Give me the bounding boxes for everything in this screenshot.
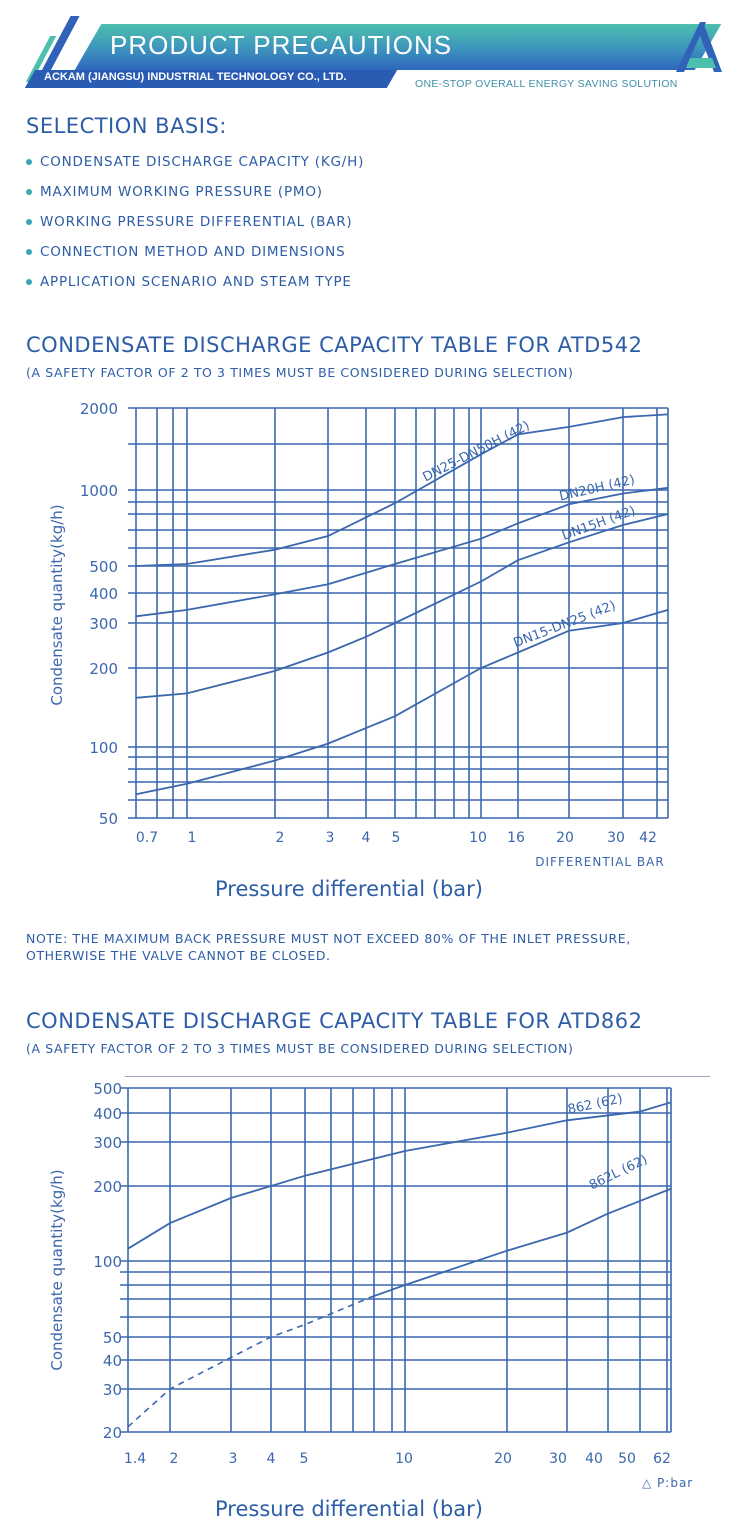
chart2-subtitle: (A SAFETY FACTOR OF 2 TO 3 TIMES MUST BE CONSIDERED DURING SELECTION) (26, 1041, 574, 1056)
chart1-ytick-label: 300 (89, 615, 118, 633)
company-name: ACKAM (JIANGSU) INDUSTRIAL TECHNOLOGY CO., LTD. (44, 71, 347, 83)
chart2-ytick-label: 400 (93, 1105, 122, 1123)
chart1-xlabel: Pressure differential (bar) (215, 877, 483, 901)
chart1-title: CONDENSATE DISCHARGE CAPACITY TABLE FOR ATD542 (26, 333, 643, 357)
chart2-series-line (370, 1189, 671, 1298)
chart2-xtick-label: 30 (549, 1451, 567, 1467)
tagline: ONE-STOP OVERALL ENERGY SAVING SOLUTION (415, 78, 678, 90)
chart2-ylabel: Condensate quantity(kg/h) (48, 1169, 66, 1371)
chart1-ytick-label: 500 (89, 558, 118, 576)
chart2-ytick-label: 50 (102, 1329, 122, 1347)
chart2-xtick-label: 3 (228, 1451, 238, 1467)
selection-item-label: CONDENSATE DISCHARGE CAPACITY (KG/H) (40, 154, 365, 170)
chart2-x-unit-label: △ P:bar (642, 1476, 694, 1490)
chart1-xtick-label: 5 (391, 830, 401, 846)
selection-heading: SELECTION BASIS: (26, 114, 227, 138)
chart1-series-label: DN15-DN25 (42) (511, 598, 618, 652)
chart2-xtick-label: 5 (299, 1451, 309, 1467)
chart2-series-label: 862 (62) (566, 1091, 625, 1118)
chart2-xlabel: Pressure differential (bar) (215, 1497, 483, 1521)
chart2-ytick-label: 30 (102, 1381, 122, 1399)
chart2-xtick-label: 40 (585, 1451, 603, 1467)
chart1-ytick-label: 1000 (79, 482, 118, 500)
selection-item-label: APPLICATION SCENARIO AND STEAM TYPE (40, 274, 352, 290)
chart1-series-line (136, 610, 668, 794)
chart1-xtick-label: 42 (639, 830, 657, 846)
chart2-series-line (128, 1102, 671, 1248)
chart1-xtick-label: 4 (361, 830, 371, 846)
chart1-xtick-label: 0.7 (135, 830, 159, 846)
chart1-series-line (136, 514, 668, 698)
chart2-xtick-label: 20 (494, 1451, 512, 1467)
chart2-ytick-label: 20 (102, 1424, 122, 1442)
chart1-ytick-label: 400 (89, 585, 118, 603)
chart1-subtitle: (A SAFETY FACTOR OF 2 TO 3 TIMES MUST BE CONSIDERED DURING SELECTION) (26, 365, 574, 380)
selection-item-label: WORKING PRESSURE DIFFERENTIAL (BAR) (40, 214, 353, 230)
chart1-xtick-label: 1 (187, 830, 197, 846)
chart1-series-line (136, 488, 668, 617)
chart2-xtick-label: 10 (395, 1451, 413, 1467)
chart2-xtick-label: 4 (266, 1451, 276, 1467)
chart1-ytick-label: 200 (89, 660, 118, 678)
chart1-xtick-label: 20 (556, 830, 574, 846)
chart2-title: CONDENSATE DISCHARGE CAPACITY TABLE FOR ATD862 (26, 1009, 643, 1033)
chart1-xtick-label: 3 (325, 830, 335, 846)
chart2-series-label: 862L (62) (586, 1152, 651, 1194)
chart2-xtick-label: 2 (169, 1451, 179, 1467)
page-title: PRODUCT PRECAUTIONS (110, 30, 453, 60)
chart1-series-label: DN25-DN50H (42) (420, 418, 533, 486)
chart1-xtick-label: 30 (607, 830, 625, 846)
chart2-xtick-label: 62 (653, 1451, 671, 1467)
chart1-xtick-label: 16 (507, 830, 525, 846)
chart1-ytick-label: 50 (98, 810, 118, 828)
chart1-x-unit-label: DIFFERENTIAL BAR (535, 855, 665, 869)
chart1-xtick-label: 10 (469, 830, 487, 846)
chart2-xtick-label: 50 (618, 1451, 636, 1467)
chart1-ytick-label: 2000 (79, 400, 118, 418)
chart1-ytick-label: 100 (89, 739, 118, 757)
chart1-ylabel: Condensate quantity(kg/h) (48, 504, 66, 706)
chart1-series-label: DN20H (42) (558, 472, 637, 505)
chart1-series-label: DN15H (42) (560, 503, 638, 544)
chart2-ytick-label: 40 (102, 1352, 122, 1370)
logo-icon (0, 0, 750, 100)
selection-item-label: CONNECTION METHOD AND DIMENSIONS (40, 244, 346, 260)
chart2-xtick-label: 1.4 (123, 1451, 147, 1467)
selection-item-label: MAXIMUM WORKING PRESSURE (PMO) (40, 184, 323, 200)
chart2-ytick-label: 300 (93, 1134, 122, 1152)
chart2-ytick-label: 500 (93, 1080, 122, 1098)
chart2-ytick-label: 200 (93, 1178, 122, 1196)
chart1-xtick-label: 2 (275, 830, 285, 846)
chart1-note: NOTE: THE MAXIMUM BACK PRESSURE MUST NOT EXCEED 80% OF THE INLET PRESSURE, OTHERWISE THE VALVE CANNOT BE CLOSED. (26, 931, 631, 963)
chart2-ytick-label: 100 (93, 1253, 122, 1271)
